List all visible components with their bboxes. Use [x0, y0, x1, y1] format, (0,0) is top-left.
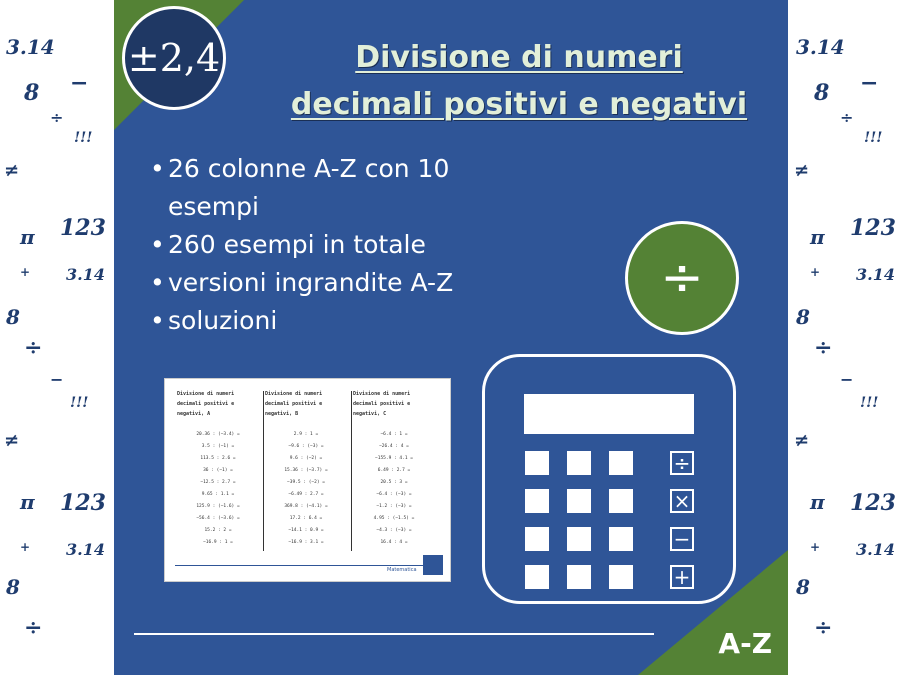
example-line: −6.4 : (−3) =	[376, 492, 412, 497]
doodle-symbol: 8	[814, 80, 830, 106]
feature-item: • 26 colonne A-Z con 10 esempi	[150, 150, 530, 226]
example-line: 20.5 : 3 =	[380, 480, 408, 485]
example-line: 113.5 : 2.6 =	[200, 456, 236, 461]
doodle-symbol: !!!	[860, 395, 879, 411]
doodle-symbol: 8	[6, 305, 20, 329]
example-list	[177, 429, 259, 549]
division-icon: ÷	[625, 221, 739, 335]
calculator-key	[525, 451, 549, 475]
example-line: 2.9 : 1 =	[293, 432, 319, 437]
doodle-symbol: ÷	[814, 335, 833, 361]
example-list	[353, 429, 435, 549]
calculator-screen	[524, 394, 694, 434]
example-line: 369.8 : (−4.1) =	[284, 504, 328, 509]
doodle-symbol: π	[810, 225, 825, 249]
example-line: 6.49 : 2.7 =	[377, 468, 411, 473]
example-list	[265, 429, 347, 549]
doodle-symbol: ÷	[24, 335, 43, 361]
example-line: −26.4 : 4 =	[379, 444, 409, 449]
example-line: −155.9 : 4.1 =	[375, 456, 413, 461]
calculator-key	[567, 451, 591, 475]
bottom-rule	[134, 633, 654, 635]
example-line: 125.9 : (−1.6) =	[196, 504, 240, 509]
worksheet-preview	[164, 378, 451, 582]
doodle-symbol: 3.14	[856, 540, 895, 559]
doodle-symbol: 123	[850, 490, 896, 516]
doodle-symbol: +	[20, 265, 31, 279]
example-line: 36 : (−1) =	[203, 468, 233, 473]
doodle-symbol: −	[50, 370, 64, 389]
doodle-symbol: ÷	[50, 108, 64, 127]
example-line: −16.9 : 3.1 =	[288, 540, 324, 545]
example-line: 15.36 : (−3.7) =	[284, 468, 328, 473]
doodle-symbol: !!!	[74, 130, 93, 146]
main-panel	[114, 0, 788, 675]
example-line: −56.4 : (−3.6) =	[196, 516, 240, 521]
column-header: Divisione di numeri decimali positivi e negativi, C	[353, 391, 411, 417]
feature-item: • soluzioni	[150, 302, 530, 340]
column-divider	[263, 391, 264, 551]
worksheet-column	[265, 389, 347, 549]
column-header: Divisione di numeri decimali positivi e negativi, B	[265, 391, 323, 417]
calculator-key	[609, 489, 633, 513]
feature-item: • 260 esempi in totale	[150, 226, 530, 264]
doodle-symbol: ≠	[4, 160, 20, 181]
column-header: Divisione di numeri decimali positivi e negativi, A	[177, 391, 235, 417]
page-title	[264, 34, 774, 128]
example-line: −16.9 : 1 =	[203, 540, 233, 545]
doodle-symbol: 123	[850, 215, 896, 241]
doodle-symbol: π	[20, 225, 35, 249]
title-line-2: decimali positivi e negativi	[290, 87, 748, 122]
doodle-symbol: π	[20, 490, 35, 514]
doodle-symbol: !!!	[864, 130, 883, 146]
worksheet-column	[177, 389, 259, 549]
badge-plus-minus: ±2,4	[122, 6, 226, 110]
doodle-symbol: 123	[60, 490, 106, 516]
column-divider	[351, 391, 352, 551]
example-line: −9.6 : (−3) =	[288, 444, 324, 449]
calculator-mini-icon	[423, 555, 443, 575]
example-line: −12.5 : 2.7 =	[200, 480, 236, 485]
doodle-symbol: !!!	[70, 395, 89, 411]
doodle-symbol: +	[20, 540, 31, 554]
plus-key-icon: +	[670, 565, 694, 589]
calculator-key	[525, 565, 549, 589]
example-line: −6.49 : 2.7 =	[288, 492, 324, 497]
example-line: 4.95 : (−1.5) =	[373, 516, 415, 521]
example-line: 16.4 : 4 =	[380, 540, 408, 545]
doodle-symbol: 123	[60, 215, 106, 241]
doodle-symbol: +	[810, 265, 821, 279]
doodle-symbol: 3.14	[856, 265, 895, 284]
doodle-symbol: ÷	[840, 108, 854, 127]
doodle-symbol: +	[810, 540, 821, 554]
multiply-key-icon: ×	[670, 489, 694, 513]
calculator-key	[609, 451, 633, 475]
calculator-key	[525, 489, 549, 513]
example-line: 20.36 : (−3.4) =	[196, 432, 240, 437]
divide-key-icon: ÷	[670, 451, 694, 475]
feature-list	[150, 150, 530, 340]
example-line: 3.5 : (−1) =	[201, 444, 235, 449]
doodle-symbol: −	[860, 70, 879, 96]
doodle-symbol: 3.14	[66, 265, 105, 284]
calculator-key	[567, 565, 591, 589]
doodle-symbol: ≠	[4, 430, 20, 451]
doodle-symbol: ≠	[794, 160, 810, 181]
doodle-symbol: −	[70, 70, 89, 96]
doodle-symbol: 3.14	[66, 540, 105, 559]
doodle-symbol: −	[840, 370, 854, 389]
doodle-symbol: 8	[6, 575, 20, 599]
worksheet-column	[353, 389, 435, 549]
doodle-symbol: 3.14	[6, 35, 55, 59]
right-doodle-border	[788, 0, 900, 675]
corner-label: A-Z	[718, 627, 772, 660]
calculator-key	[525, 527, 549, 551]
calculator-key	[609, 565, 633, 589]
example-line: 15.2 : 2 =	[204, 528, 232, 533]
left-doodle-border	[0, 0, 114, 675]
example-line: 9.65 : 1.1 =	[201, 492, 235, 497]
example-line: −4.3 : (−3) =	[376, 528, 412, 533]
example-line: −39.5 : (−2) =	[287, 480, 325, 485]
doodle-symbol: π	[810, 490, 825, 514]
title-line-1: Divisione di numeri	[355, 40, 683, 75]
doodle-symbol: 8	[796, 575, 810, 599]
doodle-symbol: 3.14	[796, 35, 845, 59]
calculator-key	[609, 527, 633, 551]
doodle-symbol: 8	[796, 305, 810, 329]
calculator-key	[567, 527, 591, 551]
doodle-symbol: ÷	[814, 615, 833, 641]
footer-label: Matematica	[387, 567, 417, 573]
example-line: −6.4 : 1 =	[380, 432, 408, 437]
doodle-symbol: ≠	[794, 430, 810, 451]
calculator-key	[567, 489, 591, 513]
example-line: 17.2 : 6.4 =	[289, 516, 323, 521]
doodle-symbol: ÷	[24, 615, 43, 641]
example-line: −14.1 : 0.9 =	[288, 528, 324, 533]
feature-item: • versioni ingrandite A-Z	[150, 264, 530, 302]
footer-rule	[175, 565, 425, 566]
doodle-symbol: 8	[24, 80, 40, 106]
calculator-icon	[482, 354, 736, 604]
minus-key-icon: −	[670, 527, 694, 551]
example-line: 9.6 : (−2) =	[289, 456, 323, 461]
example-line: −1.2 : (−3) =	[376, 504, 412, 509]
